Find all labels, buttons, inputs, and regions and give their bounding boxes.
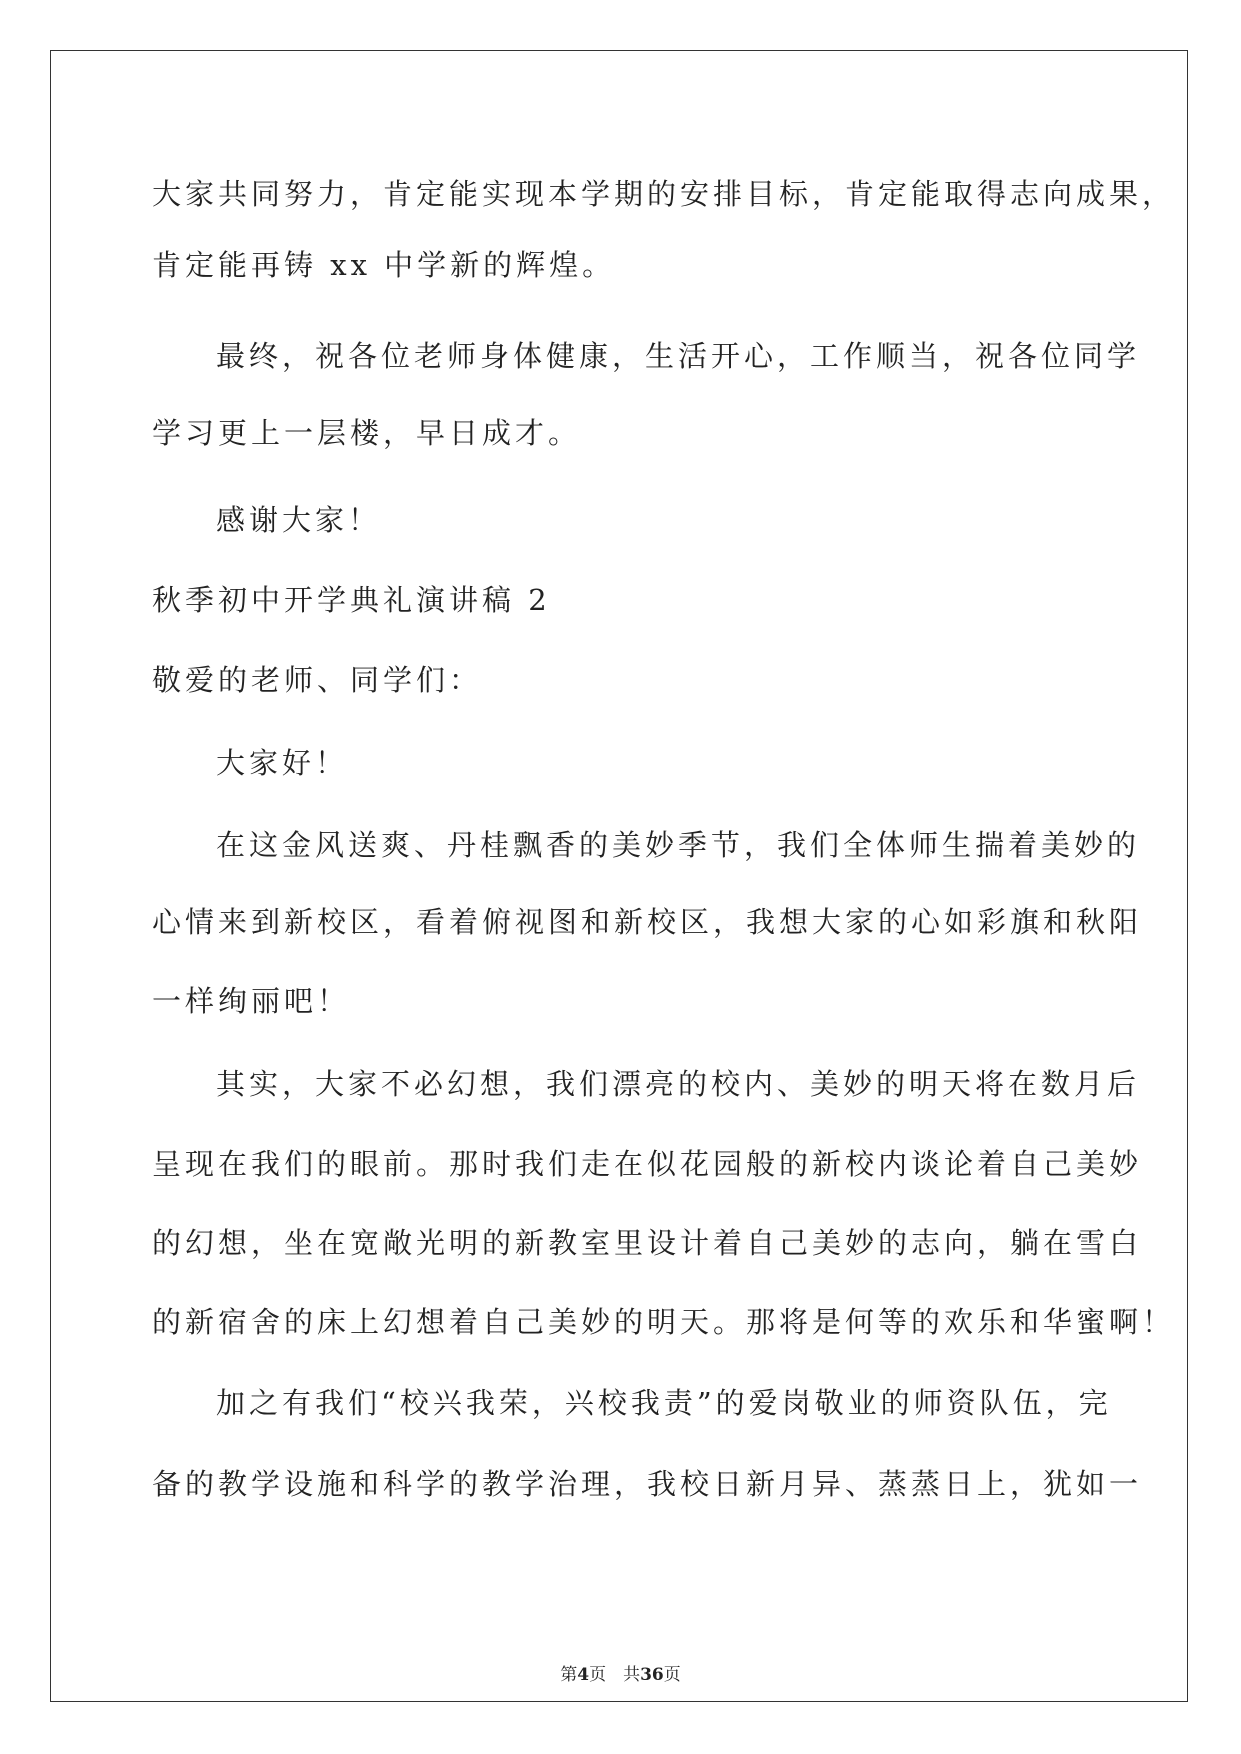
text-line: 大家好！: [216, 746, 349, 780]
page-border: [50, 50, 1188, 1702]
text-line: 心情来到新校区，看着俯视图和新校区，我想大家的心如彩旗和秋阳: [152, 905, 1143, 939]
footer-prefix: 第: [560, 1665, 578, 1685]
text-line: 肯定能再铸 xx 中学新的辉煌。: [152, 248, 616, 282]
footer-middle: 页 共: [589, 1665, 641, 1685]
footer-suffix: 页: [663, 1665, 681, 1685]
text-line: 感谢大家！: [216, 503, 382, 537]
total-page-count: 36: [640, 1665, 664, 1685]
text-line: 在这金风送爽、丹桂飘香的美妙季节，我们全体师生揣着美妙的: [216, 828, 1141, 862]
page-footer: [0, 1660, 1241, 1685]
text-line: 的幻想，坐在宽敞光明的新教室里设计着自己美妙的志向，躺在雪白: [152, 1226, 1143, 1260]
current-page-number: 4: [577, 1665, 590, 1685]
section-heading: 秋季初中开学典礼演讲稿 2: [152, 583, 551, 617]
text-line: 学习更上一层楼，早日成才。: [152, 416, 582, 450]
text-line: 最终，祝各位老师身体健康，生活开心，工作顺当，祝各位同学: [216, 339, 1141, 373]
text-line: 敬爱的老师、同学们：: [152, 663, 483, 697]
text-line: 一样绚丽吧！: [152, 984, 351, 1018]
text-line: 大家共同努力，肯定能实现本学期的安排目标，肯定能取得志向成果，: [152, 177, 1176, 211]
text-line: 呈现在我们的眼前。那时我们走在似花园般的新校内谈论着自己美妙: [152, 1147, 1143, 1181]
text-line: 加之有我们“校兴我荣，兴校我责”的爱岗敬业的师资队伍，完: [216, 1386, 1112, 1420]
text-line: 备的教学设施和科学的教学治理，我校日新月异、蒸蒸日上，犹如一: [152, 1467, 1143, 1501]
text-line: 的新宿舍的床上幻想着自己美妙的明天。那将是何等的欢乐和华蜜啊！: [152, 1305, 1176, 1339]
text-line: 其实，大家不必幻想，我们漂亮的校内、美妙的明天将在数月后: [216, 1067, 1141, 1101]
